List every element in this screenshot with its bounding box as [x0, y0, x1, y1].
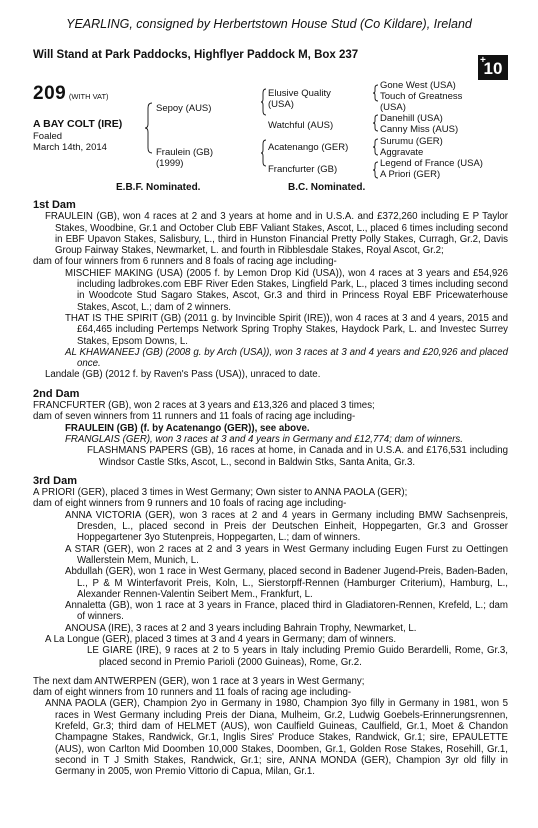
ggsire-6: Aggravate: [380, 147, 424, 158]
offspring-that-is-the-spirit: THAT IS THE SPIRIT (GB) (2011 g. by Invincible Spirit (IRE)), won 4 races at 3 and 4 years, 2015 and £64,465 including Pertemps Network Spring Trophy Stakes, Haydock Park, L. and Investec Surrey Stakes, Epsom Downs, L.: [65, 312, 508, 347]
offspring-anousa: ANOUSA (IRE), 3 races at 2 and 3 years including Bahrain Trophy, Newmarket, L.: [65, 622, 417, 634]
first-dam-heading: 1st Dam: [33, 199, 76, 211]
offspring-abdullah: Abdullah (GER), won 1 race in West Germany, placed second in Badener Jugend-Preis, Baden-Baden, L., P & M Winterfavorit Preis, Koln, L., Sierstorpff-Rennen (Hamburger Criterium), Hamburg, L., Alexander Rennen-Valentin Seibert Mem., Frankfurt, L.: [65, 566, 508, 600]
second-dam-heading: 2nd Dam: [33, 387, 80, 400]
third-dam-heading: 3rd Dam: [33, 474, 78, 487]
vat-label: (WITH VAT): [68, 92, 109, 101]
ggsire-2b: (USA): [380, 102, 406, 113]
offspring-franglais: FRANGLAIS (GER), won 3 races at 3 and 4 years in Germany and £12,774; dam of winners.: [65, 433, 463, 445]
first-dam-record: FRAULEIN (GB), won 4 races at 2 and 3 years at home and in U.S.A. and £372,260 including E P Taylor Stakes, Woodbine, Gr.1 and October Club EBF Valiant Stakes, Ascot, L., placed 6 times including second in EBF Upavon Stakes, Salisbury, L., third in Hunston Financial Pretty Polly Stakes, Curragh, Gr.2, Davis Group Fairway Stakes, Newmarket, L. and fourth in Ribblesdale Stakes, Royal Ascot, Gr.2;: [45, 211, 508, 257]
grandsire-4: Francfurter (GB): [268, 164, 338, 175]
offspring-fraulein: FRAULEIN (GB) (f. by Acatenango (GER)), see above.: [65, 422, 310, 434]
second-dam-produce: dam of seven winners from 11 runners and 11 foals of racing age including-: [33, 411, 356, 423]
offspring-mischief-making: MISCHIEF MAKING (USA) (2005 f. by Lemon Drop Kid (USA)), won 4 races at 3 years and £54,926 including ladbrokes.com EBF River Eden Stakes, Lingfield Park, L., placed 3 times including second in Woodcote Stud Sagaro Stakes, Ascot, Gr.3 and third in Princess Royal EBF Pricewaterhouse Stakes, Ascot, L.; dam of 2 winners.: [65, 267, 508, 313]
lot-badge-number: 10: [483, 59, 503, 78]
grandsire-1b: (USA): [268, 99, 294, 110]
plus-icon: +: [480, 55, 486, 66]
ggsire-5: Surumu (GER): [380, 136, 443, 147]
second-dam-record: FRANCFURTER (GB), won 2 races at 3 years and £13,326 and placed 3 times;: [33, 400, 375, 412]
sire: Sepoy (AUS): [156, 103, 212, 114]
offspring-a-star: A STAR (GER), won 2 races at 2 and 3 years in West Germany including Eugen Furst zu Oettingen Wallerstein Mem, Munich, L.: [65, 543, 508, 566]
ebf-nominated: E.B.F. Nominated.: [116, 182, 201, 193]
brace-sire: [261, 89, 266, 115]
grandsire-2: Watchful (AUS): [268, 120, 334, 131]
offspring-landale: Landale (GB) (2012 f. by Raven's Pass (USA)), unraced to date.: [45, 369, 321, 381]
lot-title: A BAY COLT (IRE): [33, 118, 123, 130]
next-dam-record: The next dam ANTWERPEN (GER), won 1 race at 3 years in West Germany;: [33, 675, 365, 687]
offspring-le-giare: LE GIARE (IRE), 9 races at 2 to 5 years in Italy including Premio Guido Berardelli, Rome, Gr.3, placed second in Premio Parioli (2000 Guineas), Rome, Gr.2.: [87, 645, 508, 668]
grandsire-3: Acatenango (GER): [268, 142, 349, 153]
third-dam-record: A PRIORI (GER), placed 3 times in West Germany; Own sister to ANNA PAOLA (GER);: [33, 487, 408, 499]
offspring-a-la-longue: A La Longue (GER), placed 3 times at 3 and 4 years in Germany; dam of winners.: [45, 633, 397, 645]
stand-location: Will Stand at Park Paddocks, Highflyer Paddock M, Box 237: [33, 49, 359, 61]
dam: Fraulein (GB): [156, 147, 214, 158]
next-dam-produce: dam of eight winners from 10 runners and 11 foals of racing age including-: [33, 687, 352, 699]
offspring-flashmans-papers: FLASHMANS PAPERS (GB), 16 races at home, in Canada and in U.S.A. and £176,531 including Windsor Castle Stks, Ascot, L., second in Baldwin Stks, Santa Anita, Gr.3.: [87, 445, 508, 468]
bc-nominated: B.C. Nominated.: [288, 182, 366, 193]
dam-year: (1999): [156, 158, 184, 169]
ggsire-2: Touch of Greatness: [380, 91, 463, 102]
third-dam-produce: dam of eight winners from 9 runners and 10 foals of racing age including-: [33, 498, 347, 510]
lot-number: 209: [33, 83, 67, 104]
brace-dam-sire: [145, 103, 152, 153]
brace-dam: [261, 140, 266, 166]
ggsire-7: Legend of France (USA): [380, 158, 483, 169]
consignor-line: YEARLING, consigned by Herbertstown House Stud (Co Kildare), Ireland: [66, 17, 472, 31]
offspring-annaletta: Annaletta (GB), won 1 race at 3 years in France, placed third in Gladiatoren-Rennen, Krefeld, L.; dam of winners.: [65, 600, 508, 623]
ggsire-3: Danehill (USA): [380, 113, 443, 124]
foaled-date: March 14th, 2014: [33, 142, 107, 153]
first-dam-produce: dam of four winners from 6 runners and 8 foals of racing age including-: [33, 256, 337, 268]
ggsire-1: Gone West (USA): [380, 80, 456, 91]
ggsire-8: A Priori (GER): [380, 169, 441, 180]
offspring-anna-victoria: ANNA VICTORIA (GER), won 3 races at 2 and 4 years in Germany including BMW Sachsenpreis, Dresden, L., placed second in Preis der Deutschen Einheit, Hoppegarten, Gr.3 and Grosser Hoppegartener 3yo Stutenpreis, Hoppegarten, L.; dam of winners.: [65, 509, 508, 544]
offspring-anna-paola: ANNA PAOLA (GER), Champion 2yo in Germany in 1980, Champion 3yo filly in Germany in 1981, won 5 races in West Germany including Preis der Diana, Mulheim, Gr.2, Ludwig Goebels-Erinnerungsrennen, Krefeld, Gr.3; third dam of HELMET (AUS), won Caulfield Guineas, Caulfield, Gr.1, Moet & Chandon Champagne Stakes, Randwick, Gr.1, Inglis Sires' Produce Stakes, Randwick, Gr.1; sire, EPAULETTE (AUS), won Carlton Mid Doomben 10,000 Stakes, Doomben, Gr.1, Golden Rose Stakes, Rosehill, Gr.1, second in T J Smith Stakes, Randwick, Gr.1; sire, ANNA MONDA (GER), Champion 3yr old filly in Germany in 2005, won Premio Vittorio di Capua, Milan, Gr.1.: [45, 698, 508, 778]
grandsire-1: Elusive Quality: [268, 88, 331, 99]
foaled-label: Foaled: [33, 131, 63, 142]
pedigree-body: [33, 200, 508, 778]
offspring-al-khawaneej: AL KHAWANEEJ (GB) (2008 g. by Arch (USA)), won 3 races at 3 and 4 years and £20,926 and placed once.: [65, 346, 508, 370]
ggsire-4: Canny Miss (AUS): [380, 124, 459, 135]
